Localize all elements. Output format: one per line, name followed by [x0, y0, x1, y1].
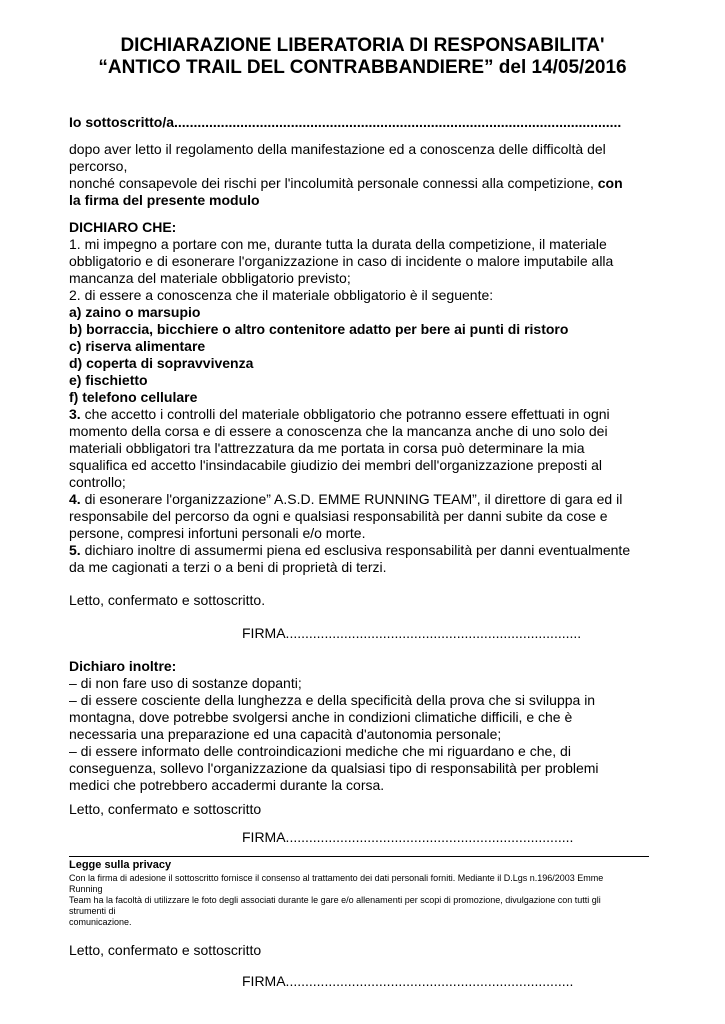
document-title-line1: DICHIARAZIONE LIBERATORIA DI RESPONSABILITA' [120, 35, 605, 56]
intro-text: nonché consapevole dei rischi per l'incolumità personale connessi alla competizione, [69, 175, 598, 191]
declaration-item-3 [69, 406, 669, 423]
further-declaration-line: montagna, dove potrebbe svolgersi anche in condizioni climatiche difficili, e che è [69, 709, 573, 725]
intro-bold-text: con [597, 175, 623, 191]
declaration-heading: DICHIARO CHE: [69, 219, 177, 235]
privacy-heading: Legge sulla privacy [69, 859, 172, 871]
further-declaration-heading: Dichiaro inoltre: [69, 658, 177, 674]
further-declaration-line: – di essere cosciente della lunghezza e della specificità della prova che si sviluppa in [69, 692, 596, 708]
intro-line [69, 175, 669, 192]
material-item: e) fischietto [69, 372, 148, 388]
declaration-item-4: persone, compresi infortuni personali e/o morte. [69, 525, 366, 541]
further-declaration-line: – di non fare uso di sostanze dopanti; [69, 675, 302, 691]
confirmation-text: Letto, confermato e sottoscritto. [69, 592, 266, 608]
declaration-item-3: controllo; [69, 474, 126, 490]
document-title-line2: “ANTICO TRAIL DEL CONTRABBANDIERE” del 14/05/2016 [98, 57, 627, 78]
confirmation-text: Letto, confermato e sottoscritto [69, 801, 262, 817]
declaration-item-3: squalifica ed accetto l'insindacabile giudizio dei membri dell'organizzazione preposti al [69, 457, 602, 473]
material-item: f) telefono cellulare [69, 389, 198, 405]
declaration-item-1: mancanza del materiale obbligatorio previsto; [69, 270, 351, 286]
privacy-text: Con la firma di adesione il sottoscritto fornisce il consenso al trattamento dei dati personali forniti. Mediante il D.Lgs n.196/2003 Emme [69, 873, 604, 883]
declaration-item-4 [69, 491, 669, 508]
signature-line: FIRMA.......................................................................... [242, 829, 574, 845]
intro-bold-line: la firma del presente modulo [69, 192, 260, 208]
declaration-item-3: momento della corsa e di essere a conoscenza che la mancanza anche di uno solo dei [69, 423, 608, 439]
material-item: d) coperta di sopravvivenza [69, 355, 254, 371]
declaration-item-5 [69, 542, 669, 559]
further-declaration-line: medici che potrebbero accadermi durante la corsa. [69, 777, 385, 793]
declaration-item-5: da me cagionati a terzi o a beni di proprietà di terzi. [69, 559, 387, 575]
item-number: 3. [69, 406, 81, 422]
item-number: 5. [69, 542, 81, 558]
signature-line: FIRMA............................................................................ [242, 625, 582, 641]
declaration-item-2: 2. di essere a conoscenza che il materiale obbligatorio è il seguente: [69, 287, 494, 303]
undersigned-field: Io sottoscritto/a................................................................................................................... [69, 114, 622, 130]
privacy-text: Team ha la facoltà di utilizzare le foto degli associati durante le gare e/o allenamenti per scopi di promozione, divulgazione con tutti gli [69, 895, 601, 905]
confirmation-text: Letto, confermato e sottoscritto [69, 942, 262, 958]
item-text: dichiaro inoltre di assumermi piena ed esclusiva responsabilità per danni eventualmente [80, 542, 631, 558]
item-number: 4. [69, 491, 81, 507]
item-text: di esonerare l'organizzazione” A.S.D. EMME RUNNING TEAM”, il direttore di gara ed il [80, 491, 623, 507]
intro-line: dopo aver letto il regolamento della manifestazione ed a conoscenza delle difficoltà del [69, 141, 606, 157]
declaration-item-3: materiali obbligatori tra l'attrezzatura da me portata in corsa può determinare la mia [69, 440, 585, 456]
privacy-text: Running [69, 884, 103, 894]
material-item: c) riserva alimentare [69, 338, 206, 354]
declaration-item-1: 1. mi impegno a portare con me, durante tutta la durata della competizione, il materiale [69, 236, 607, 252]
divider [69, 856, 649, 857]
further-declaration-line: – di essere informato delle controindicazioni mediche che mi riguardano e che, di [69, 743, 571, 759]
declaration-item-1: obbligatorio e di esonerare l'organizzazione in caso di incidente o malore imputabile alla [69, 253, 614, 269]
further-declaration-line: conseguenza, sollevo l'organizzazione da qualsiasi tipo di responsabilità per problemi [69, 760, 599, 776]
privacy-text: strumenti di [69, 906, 116, 916]
signature-line: FIRMA.......................................................................... [242, 973, 574, 989]
declaration-item-4: responsabile del percorso da ogni e qualsiasi responsabilità per danni subite da cose e [69, 508, 608, 524]
intro-line: percorso, [69, 158, 128, 174]
privacy-text: comunicazione. [69, 917, 132, 927]
item-text: che accetto i controlli del materiale obbligatorio che potranno essere effettuati in ogni [80, 406, 610, 422]
material-item: b) borraccia, bicchiere o altro contenitore adatto per bere ai punti di ristoro [69, 321, 569, 337]
further-declaration-line: necessaria una preparazione ed una capacità d'autonomia personale; [69, 726, 502, 742]
material-item: a) zaino o marsupio [69, 304, 201, 320]
